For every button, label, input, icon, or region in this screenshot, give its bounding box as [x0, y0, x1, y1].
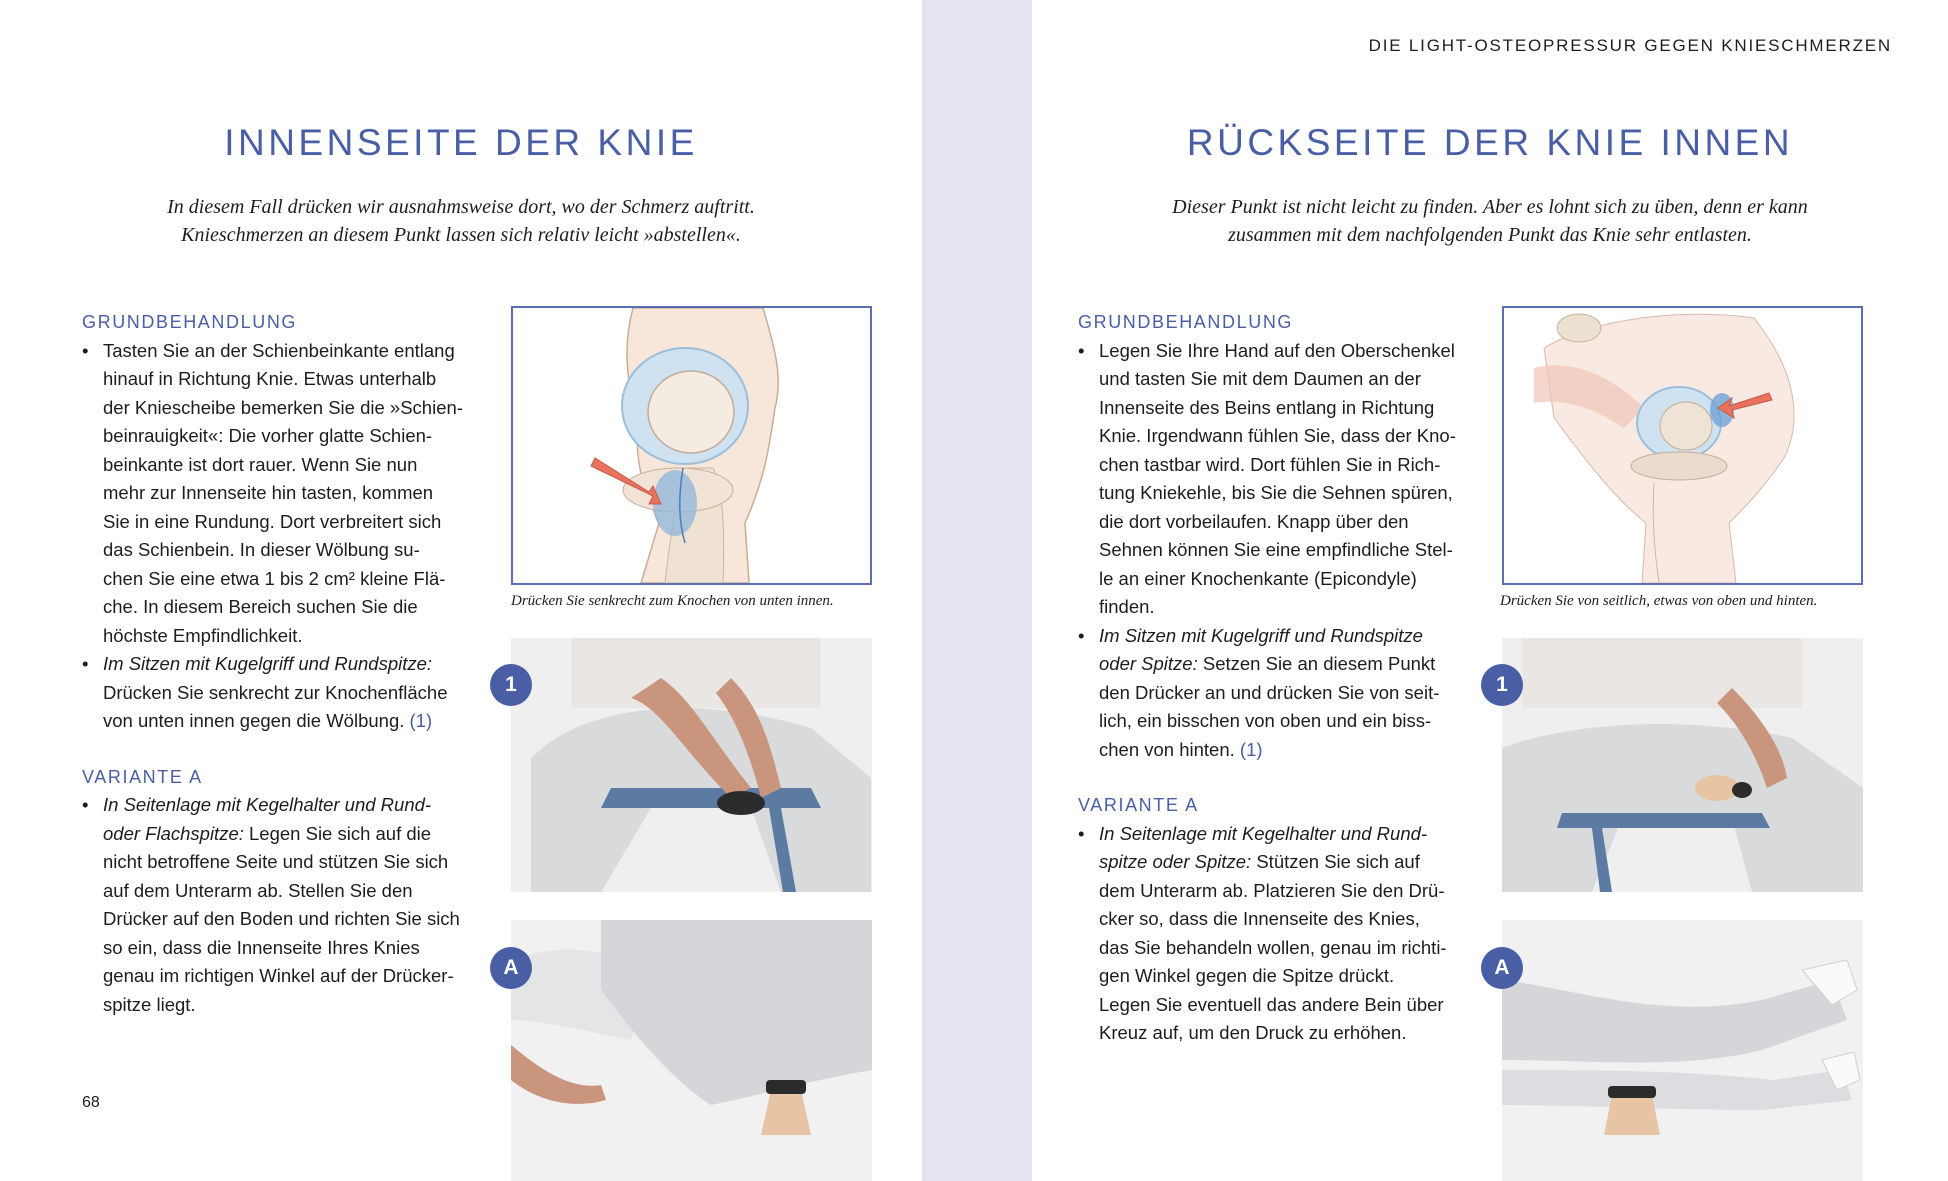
left-page	[0, 0, 922, 1181]
photo-side-lying-illustration	[1502, 920, 1863, 1181]
knee-anatomy-illustration	[511, 306, 872, 585]
text-line: chen Sie eine etwa 1 bis 2 cm² kleine Flä-	[103, 567, 446, 589]
section-heading: VARIANTE A	[82, 766, 203, 787]
text-line: dem Unterarm ab. Platzieren Sie den Drü-	[1099, 879, 1445, 901]
page-number: 68	[82, 1094, 100, 1111]
text-line: auf dem Unterarm ab. Stellen Sie den	[103, 879, 413, 901]
text-line: hinauf in Richtung Knie. Etwas unterhalb	[103, 368, 437, 389]
text-line: höchste Empfindlichkeit.	[103, 624, 303, 646]
photo-side-lying-treatment	[511, 920, 872, 1181]
bullet-list	[1078, 820, 1468, 1048]
running-head: DIE LIGHT-OSTEOPRESSUR GEGEN KNIESCHMERZEN	[1368, 36, 1892, 55]
figure-caption: Drücken Sie senkrecht zum Knochen von unten innen.	[511, 593, 834, 609]
text-line: Legen Sie eventuell das andere Bein über	[1099, 993, 1444, 1015]
right-page	[1032, 0, 1948, 1181]
bullet-item	[1078, 337, 1468, 622]
text-line: Knie. Irgendwann fühlen Sie, dass der Kno-	[1099, 425, 1456, 446]
photo-seated-treatment	[1502, 638, 1863, 892]
text-line: le an einer Knochenkante (Epicondyle)	[1099, 567, 1417, 589]
text-line: • Tasten Sie an der Schienbeinkante entlang	[103, 339, 455, 361]
body-text	[1078, 308, 1468, 1048]
text-line: tung Kniekehle, bis Sie die Sehnen spüren,	[1099, 482, 1453, 503]
photo-side-lying-treatment	[1502, 920, 1863, 1181]
text-line: finden.	[1099, 596, 1155, 617]
bullet-list	[1078, 337, 1468, 765]
text-line: Legen Sie sich auf die	[249, 822, 432, 844]
bullet-list	[82, 337, 472, 736]
text-line: chen tastbar wird. Dort fühlen Sie in Rich-	[1099, 453, 1441, 475]
figure-reference: (1)	[409, 710, 433, 731]
text-line: oder Spitze:	[1099, 653, 1198, 674]
text-line: lich, ein bisschen von oben und ein biss-	[1099, 710, 1432, 731]
figure-reference: (1)	[1239, 738, 1263, 760]
text-line: gen Winkel gegen die Spitze drückt.	[1099, 965, 1395, 986]
text-line: Sehnen können Sie eine empfindliche Stel-	[1099, 539, 1453, 560]
bullet-item	[82, 337, 472, 651]
bullet-list	[82, 791, 472, 1019]
knee-anatomy-illustration	[1502, 306, 1863, 585]
book-gutter	[922, 0, 1032, 1181]
step-marker-a: A	[1481, 947, 1523, 989]
knee-front-illustration	[513, 308, 870, 583]
photo-seated-illustration	[511, 638, 872, 892]
bullet-item	[82, 650, 472, 736]
text-line: cker so, dass die Innenseite des Knies,	[1099, 908, 1420, 929]
text-line: die dort vorbeilaufen. Knapp über den	[1099, 510, 1409, 532]
bullet-item	[1078, 622, 1468, 765]
step-marker-a: A	[490, 947, 532, 989]
text-line: Stützen Sie sich auf	[1256, 851, 1420, 872]
text-line: • In Seitenlage mit Kegelhalter und Rund-	[103, 794, 432, 815]
text-line: genau im richtigen Winkel auf der Drücker-	[103, 965, 454, 986]
text-line: • Legen Sie Ihre Hand auf den Oberschenkel	[1099, 339, 1455, 361]
photo-seated-illustration	[1502, 638, 1863, 892]
text-line: und tasten Sie mit dem Daumen an der	[1099, 368, 1421, 389]
text-line: Innenseite des Beins entlang in Richtung	[1099, 396, 1435, 418]
photo-side-lying-illustration	[511, 920, 872, 1181]
body-text	[82, 308, 472, 1019]
step-marker-1: 1	[1481, 664, 1523, 706]
section-heading: GRUNDBEHANDLUNG	[82, 312, 298, 332]
text-line: nicht betroffene Seite und stützen Sie sich	[103, 851, 449, 872]
section-heading: VARIANTE A	[1078, 795, 1199, 815]
text-line: Setzen Sie an diesem Punkt	[1202, 653, 1436, 674]
intro-line: Dieser Punkt ist nicht leicht zu finden. Aber es lohnt sich zu üben, denn er kann	[1172, 196, 1808, 218]
photo-seated-treatment	[511, 638, 872, 892]
intro-text	[1032, 193, 1948, 249]
figure-caption: Drücken Sie von seitlich, etwas von oben und hinten.	[1500, 593, 1818, 609]
intro-line: In diesem Fall drücken wir ausnahmsweise dort, wo der Schmerz auftritt.	[167, 196, 755, 218]
intro-line: Knieschmerzen an diesem Punkt lassen sich relativ leicht »abstellen«.	[181, 224, 741, 246]
text-line: das Sie behandeln wollen, genau im richti-	[1099, 936, 1447, 958]
bullet-item	[82, 791, 472, 1019]
text-line: beinrauigkeit«: Die vorher glatte Schien-	[103, 425, 433, 446]
text-line: spitze oder Spitze:	[1099, 851, 1252, 872]
text-line: von unten innen gegen die Wölbung.	[103, 710, 405, 731]
text-line: • Im Sitzen mit Kugelgriff und Rundspitze:	[103, 653, 433, 674]
text-line: • Im Sitzen mit Kugelgriff und Rundspitze	[1099, 624, 1423, 646]
text-line: chen von hinten.	[1099, 738, 1235, 760]
intro-line: zusammen mit dem nachfolgenden Punkt das Knie sehr entlasten.	[1228, 224, 1752, 246]
text-line: • In Seitenlage mit Kegelhalter und Rund-	[1099, 822, 1428, 844]
text-line: der Kniescheibe bemerken Sie die »Schien-	[103, 396, 463, 418]
page-title: INNENSEITE DER KNIE	[224, 122, 698, 163]
text-line: das Schienbein. In dieser Wölbung su-	[103, 539, 420, 560]
text-line: spitze liegt.	[103, 993, 196, 1015]
section-heading: GRUNDBEHANDLUNG	[1078, 312, 1294, 332]
bullet-item	[1078, 820, 1468, 1048]
knee-side-illustration	[1504, 308, 1861, 583]
text-line: che. In diesem Bereich suchen Sie die	[103, 596, 418, 617]
text-line: so ein, dass die Innenseite Ihres Knies	[103, 936, 420, 958]
step-marker-1: 1	[490, 664, 532, 706]
text-line: Kreuz auf, um den Druck zu erhöhen.	[1099, 1022, 1407, 1043]
text-line: mehr zur Innenseite hin tasten, kommen	[103, 482, 434, 503]
text-line: Drücker auf den Boden und richten Sie sich	[103, 908, 460, 929]
text-line: oder Flachspitze:	[103, 822, 244, 844]
page-title: RÜCKSEITE DER KNIE INNEN	[1186, 122, 1794, 163]
text-line: Sie in eine Rundung. Dort verbreitert sich	[103, 510, 442, 532]
text-line: beinkante ist dort rauer. Wenn Sie nun	[103, 453, 418, 475]
text-line: Drücken Sie senkrecht zur Knochenfläche	[103, 681, 448, 703]
text-line: den Drücker an und drücken Sie von seit-	[1099, 681, 1440, 703]
intro-text	[0, 193, 922, 249]
